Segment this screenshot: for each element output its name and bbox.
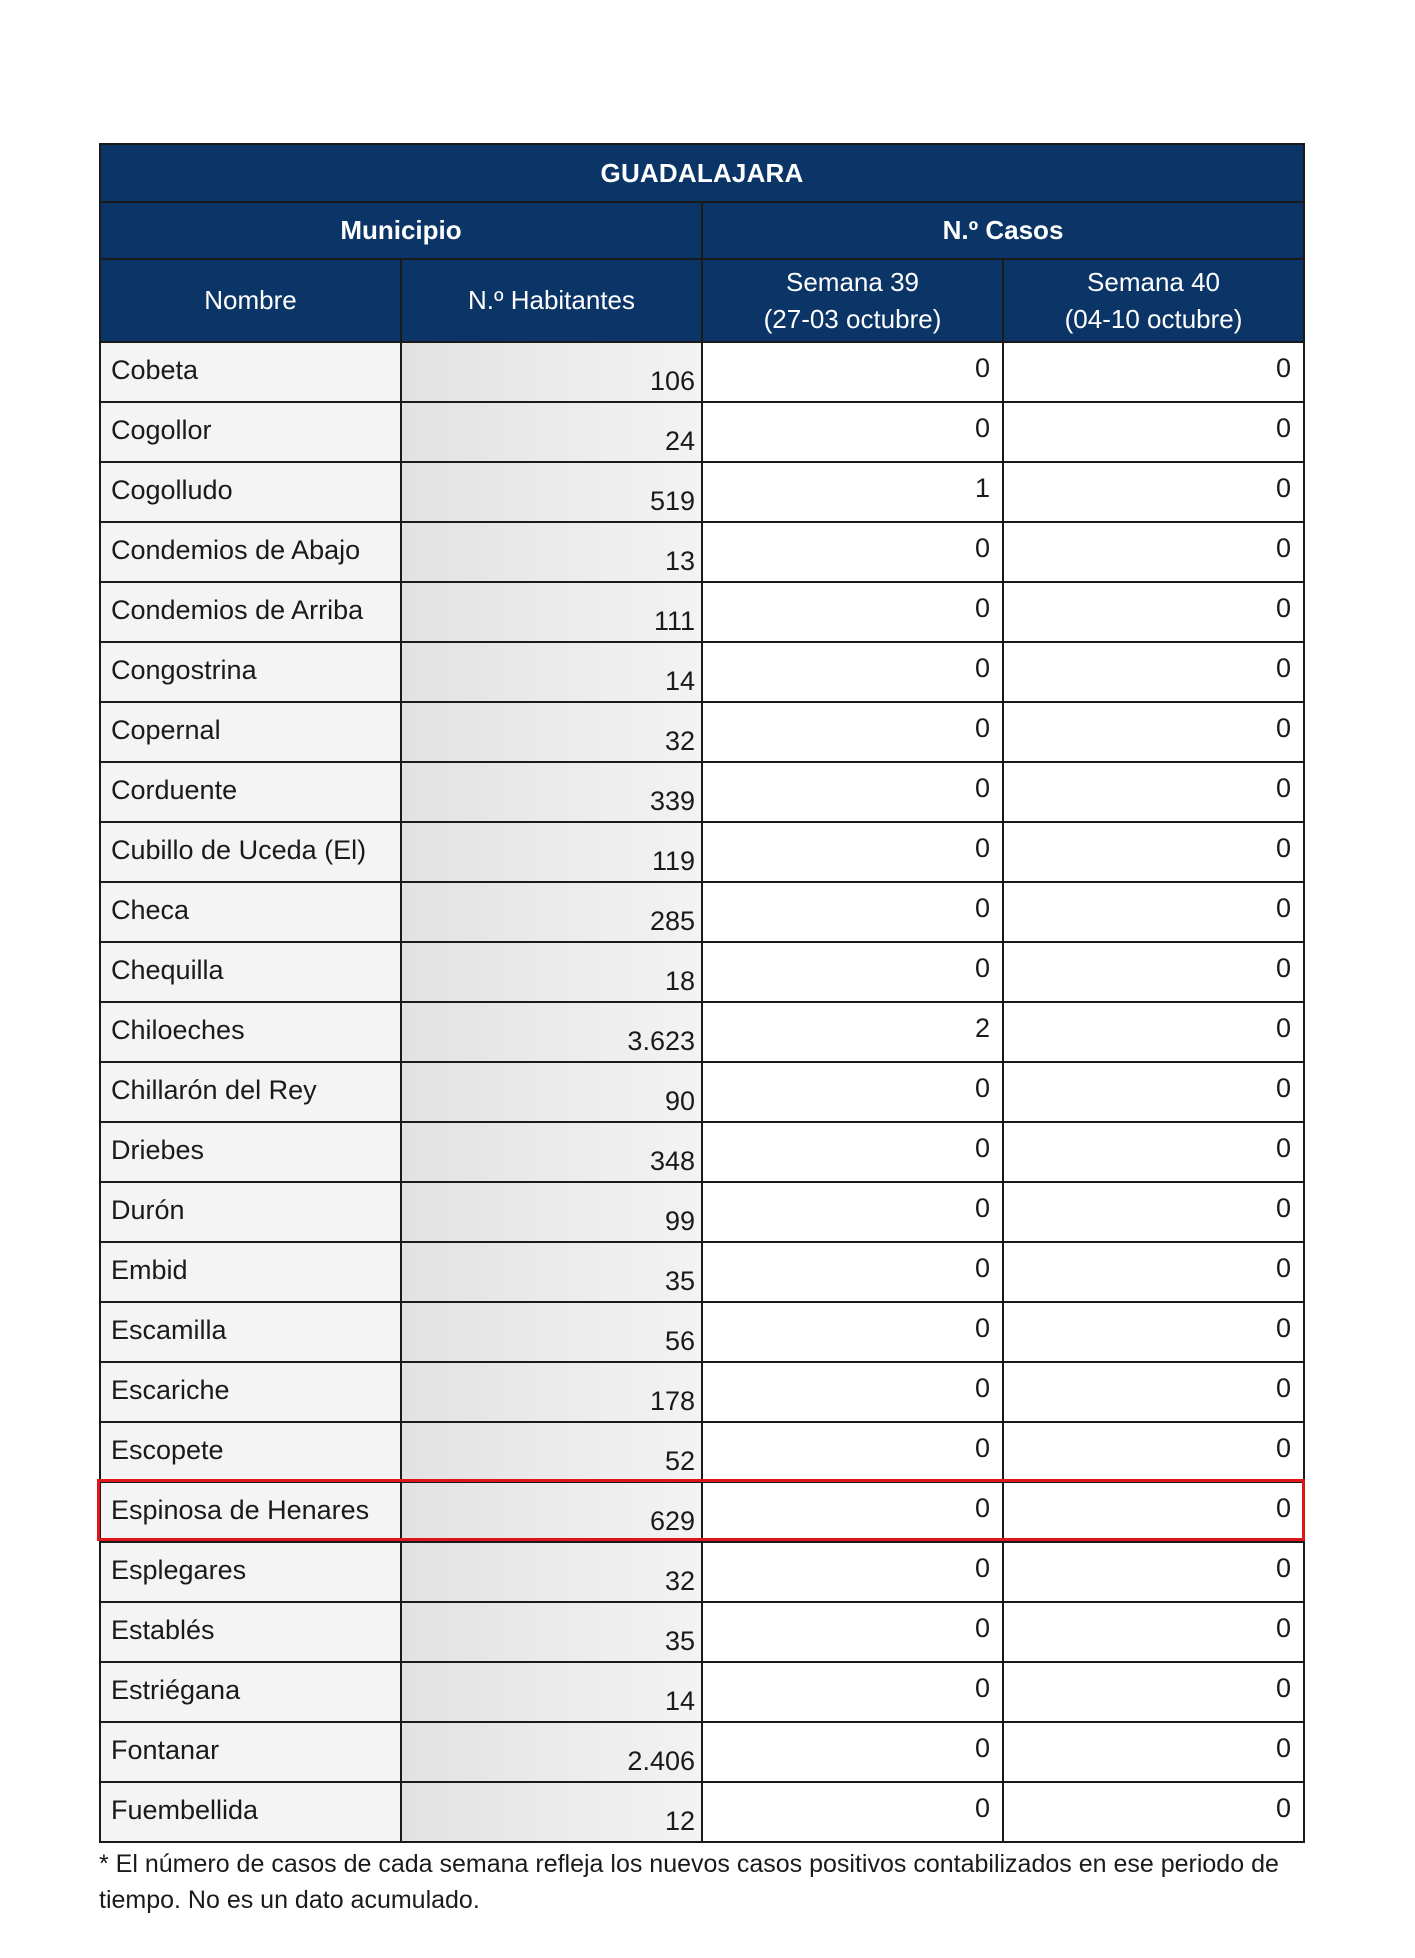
municipality-name-cell: Condemios de Abajo [100, 522, 401, 582]
week40-cases-cell: 0 [1003, 582, 1304, 642]
table-row [100, 342, 1304, 402]
week39-cases-cell: 0 [702, 1602, 1003, 1662]
table-row [100, 462, 1304, 522]
table-row [100, 762, 1304, 822]
population-cell: 285 [401, 882, 702, 942]
municipality-cases-table [99, 143, 1305, 1843]
footnote: * El número de casos de cada semana refleja los nuevos casos positivos contabilizados en ese periodo de tiempo. No es un dato acumulado. [99, 1850, 1279, 1914]
week39-cases-cell: 0 [702, 882, 1003, 942]
week39-cases-cell: 0 [702, 1062, 1003, 1122]
week40-cases-cell: 0 [1003, 1542, 1304, 1602]
municipality-name-cell: Fontanar [100, 1722, 401, 1782]
table-title: GUADALAJARA [100, 144, 1304, 202]
week39-cases-cell: 0 [702, 1782, 1003, 1842]
column-header-row [100, 259, 1304, 342]
municipality-name-cell: Cobeta [100, 342, 401, 402]
municipality-name-cell: Estriégana [100, 1662, 401, 1722]
table-row [100, 822, 1304, 882]
municipality-name-cell: Esplegares [100, 1542, 401, 1602]
week40-cases-cell: 0 [1003, 1722, 1304, 1782]
week40-cases-cell: 0 [1003, 642, 1304, 702]
semana40-dates: (04-10 octubre) [1064, 303, 1243, 334]
municipality-name-cell: Congostrina [100, 642, 401, 702]
week39-cases-cell: 0 [702, 402, 1003, 462]
municipality-cases-table-container [99, 143, 1303, 1843]
week40-cases-cell: 0 [1003, 1362, 1304, 1422]
municipality-name-cell: Fuembellida [100, 1782, 401, 1842]
municipality-name-cell: Copernal [100, 702, 401, 762]
municipality-name-cell: Driebes [100, 1122, 401, 1182]
municipio-group-header: Municipio [100, 202, 702, 259]
table-row [100, 1482, 1304, 1542]
population-cell: 629 [401, 1482, 702, 1542]
week39-cases-cell: 0 [702, 1122, 1003, 1182]
population-cell: 32 [401, 1542, 702, 1602]
table-row [100, 702, 1304, 762]
table-row [100, 402, 1304, 462]
habitantes-column-header: N.º Habitantes [401, 259, 702, 342]
table-row [100, 1182, 1304, 1242]
table-row [100, 1002, 1304, 1062]
population-cell: 90 [401, 1062, 702, 1122]
week40-cases-cell: 0 [1003, 822, 1304, 882]
week40-cases-cell: 0 [1003, 1662, 1304, 1722]
population-cell: 32 [401, 702, 702, 762]
municipality-name-cell: Cogollor [100, 402, 401, 462]
table-row [100, 1662, 1304, 1722]
table-row [100, 1422, 1304, 1482]
table-row [100, 1542, 1304, 1602]
table-row [100, 1362, 1304, 1422]
nombre-column-header: Nombre [100, 259, 401, 342]
population-cell: 519 [401, 462, 702, 522]
municipality-name-cell: Checa [100, 882, 401, 942]
municipality-name-cell: Chequilla [100, 942, 401, 1002]
semana39-label: Semana 39 [786, 266, 919, 297]
week40-cases-cell: 0 [1003, 702, 1304, 762]
table-header [100, 144, 1304, 342]
municipality-name-cell: Espinosa de Henares [100, 1482, 401, 1542]
semana40-label: Semana 40 [1087, 266, 1221, 297]
week40-cases-cell: 0 [1003, 1122, 1304, 1182]
population-cell: 18 [401, 942, 702, 1002]
municipality-name-cell: Escopete [100, 1422, 401, 1482]
week40-cases-cell: 0 [1003, 1602, 1304, 1662]
week39-cases-cell: 0 [702, 1182, 1003, 1242]
week40-cases-cell: 0 [1003, 342, 1304, 402]
semana39-column-header [702, 259, 1003, 342]
population-cell: 35 [401, 1602, 702, 1662]
population-cell: 119 [401, 822, 702, 882]
table-body [100, 342, 1304, 1842]
population-cell: 3.623 [401, 1002, 702, 1062]
week39-cases-cell: 2 [702, 1002, 1003, 1062]
population-cell: 348 [401, 1122, 702, 1182]
week40-cases-cell: 0 [1003, 1782, 1304, 1842]
week39-cases-cell: 0 [702, 1482, 1003, 1542]
population-cell: 99 [401, 1182, 702, 1242]
week40-cases-cell: 0 [1003, 1302, 1304, 1362]
municipality-name-cell: Embid [100, 1242, 401, 1302]
table-row [100, 1122, 1304, 1182]
week39-cases-cell: 0 [702, 582, 1003, 642]
week39-cases-cell: 0 [702, 942, 1003, 1002]
week39-cases-cell: 0 [702, 1542, 1003, 1602]
week40-cases-cell: 0 [1003, 942, 1304, 1002]
table-row [100, 882, 1304, 942]
week39-cases-cell: 0 [702, 1362, 1003, 1422]
municipality-name-cell: Establés [100, 1602, 401, 1662]
population-cell: 12 [401, 1782, 702, 1842]
table-title-row [100, 144, 1304, 202]
table-row [100, 1602, 1304, 1662]
week40-cases-cell: 0 [1003, 1062, 1304, 1122]
population-cell: 14 [401, 1662, 702, 1722]
group-header-row [100, 202, 1304, 259]
week39-cases-cell: 0 [702, 1662, 1003, 1722]
week39-cases-cell: 1 [702, 462, 1003, 522]
week40-cases-cell: 0 [1003, 402, 1304, 462]
week40-cases-cell: 0 [1003, 762, 1304, 822]
week39-cases-cell: 0 [702, 1722, 1003, 1782]
population-cell: 14 [401, 642, 702, 702]
semana40-column-header [1003, 259, 1304, 342]
municipality-name-cell: Cubillo de Uceda (El) [100, 822, 401, 882]
population-cell: 24 [401, 402, 702, 462]
population-cell: 35 [401, 1242, 702, 1302]
municipality-name-cell: Escariche [100, 1362, 401, 1422]
week39-cases-cell: 0 [702, 762, 1003, 822]
week39-cases-cell: 0 [702, 642, 1003, 702]
week39-cases-cell: 0 [702, 1302, 1003, 1362]
week39-cases-cell: 0 [702, 522, 1003, 582]
table-row [100, 942, 1304, 1002]
table-row [100, 1242, 1304, 1302]
casos-group-header: N.º Casos [702, 202, 1304, 259]
week40-cases-cell: 0 [1003, 1182, 1304, 1242]
population-cell: 2.406 [401, 1722, 702, 1782]
population-cell: 111 [401, 582, 702, 642]
week39-cases-cell: 0 [702, 702, 1003, 762]
table-row [100, 522, 1304, 582]
municipality-name-cell: Corduente [100, 762, 401, 822]
population-cell: 56 [401, 1302, 702, 1362]
municipality-name-cell: Condemios de Arriba [100, 582, 401, 642]
week40-cases-cell: 0 [1003, 1002, 1304, 1062]
municipality-name-cell: Escamilla [100, 1302, 401, 1362]
population-cell: 13 [401, 522, 702, 582]
municipality-name-cell: Chillarón del Rey [100, 1062, 401, 1122]
table-row [100, 582, 1304, 642]
municipality-name-cell: Chiloeches [100, 1002, 401, 1062]
week40-cases-cell: 0 [1003, 522, 1304, 582]
population-cell: 178 [401, 1362, 702, 1422]
week40-cases-cell: 0 [1003, 462, 1304, 522]
table-row [100, 1782, 1304, 1842]
municipality-name-cell: Cogolludo [100, 462, 401, 522]
week39-cases-cell: 0 [702, 1422, 1003, 1482]
table-row [100, 1062, 1304, 1122]
semana39-dates: (27-03 octubre) [763, 303, 942, 334]
week39-cases-cell: 0 [702, 1242, 1003, 1302]
population-cell: 106 [401, 342, 702, 402]
week40-cases-cell: 0 [1003, 1242, 1304, 1302]
table-row [100, 1302, 1304, 1362]
week40-cases-cell: 0 [1003, 1482, 1304, 1542]
population-cell: 52 [401, 1422, 702, 1482]
table-row [100, 1722, 1304, 1782]
week40-cases-cell: 0 [1003, 882, 1304, 942]
week40-cases-cell: 0 [1003, 1422, 1304, 1482]
municipality-name-cell: Durón [100, 1182, 401, 1242]
week39-cases-cell: 0 [702, 342, 1003, 402]
week39-cases-cell: 0 [702, 822, 1003, 882]
population-cell: 339 [401, 762, 702, 822]
table-row [100, 642, 1304, 702]
